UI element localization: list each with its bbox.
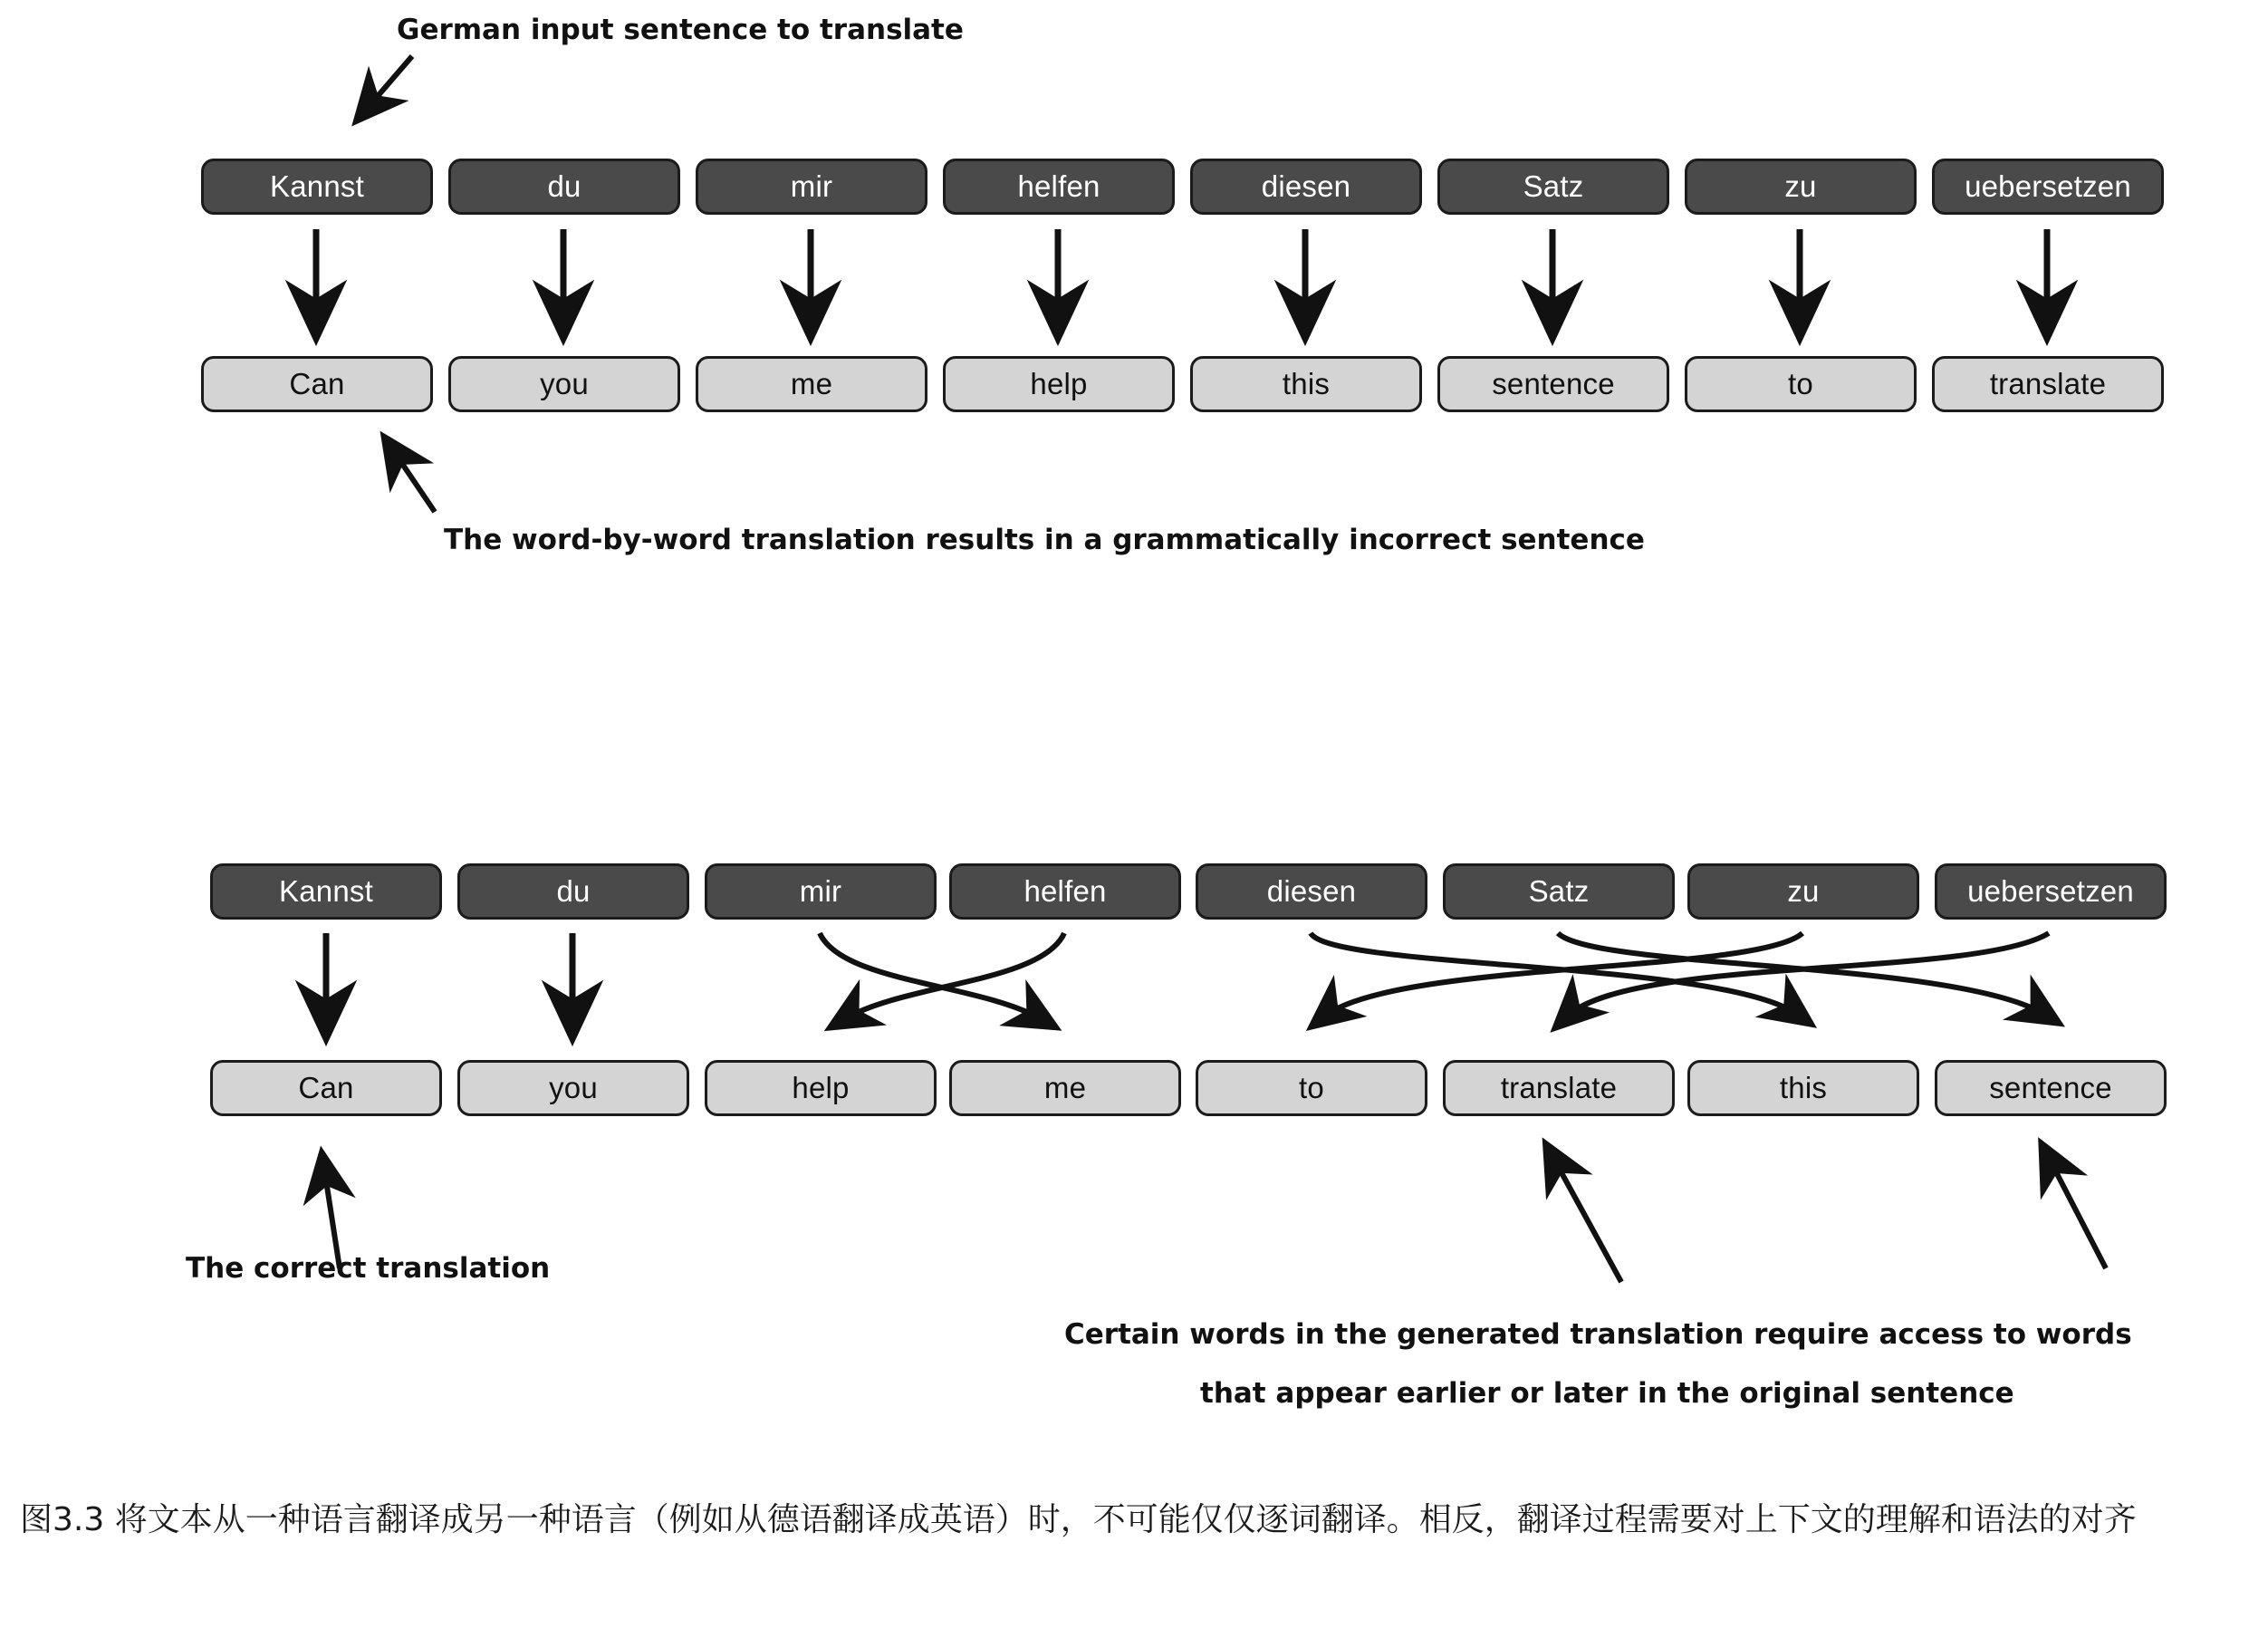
token-target-p2-6: this [1687,1060,1919,1116]
token-source-p1-1: du [448,159,680,215]
label-correct-translation: The correct translation [186,1252,551,1285]
arrow-p2-3 [844,933,1064,1019]
token-target-p2-4: to [1196,1060,1427,1116]
arrow-word-by-word-note [393,450,435,512]
token-source-p1-6: zu [1685,159,1917,215]
token-source-p1-5: Satz [1437,159,1669,215]
token-source-p1-3: helfen [943,159,1175,215]
token-source-p2-7: uebersetzen [1935,863,2167,920]
token-source-p2-5: Satz [1443,863,1675,920]
token-source-p1-4: diesen [1190,159,1422,215]
arrow-p2-2 [820,933,1042,1019]
token-source-p2-1: du [457,863,689,920]
arrow-context-note-left [1553,1158,1621,1282]
label-context-note-line2: that appear earlier or later in the original sentence [1200,1377,2014,1410]
token-target-p2-1: you [457,1060,689,1116]
token-target-p1-5: sentence [1437,356,1669,412]
arrow-p2-6 [1324,933,1802,1017]
token-source-p1-0: Kannst [201,159,433,215]
arrow-context-note-right [2049,1158,2106,1268]
arrow-german-input-label [367,56,412,109]
token-target-p1-1: you [448,356,680,412]
token-target-p2-7: sentence [1935,1060,2167,1116]
token-source-p2-3: helfen [949,863,1181,920]
token-source-p2-4: diesen [1196,863,1427,920]
token-target-p2-3: me [949,1060,1181,1116]
token-target-p2-0: Can [210,1060,442,1116]
token-target-p1-0: Can [201,356,433,412]
token-source-p2-0: Kannst [210,863,442,920]
label-context-note-line1: Certain words in the generated translation require access to words [1064,1318,2132,1351]
token-target-p1-6: to [1685,356,1917,412]
arrow-p2-4 [1311,933,1798,1015]
token-target-p2-2: help [705,1060,937,1116]
token-target-p2-5: translate [1443,1060,1675,1116]
token-source-p2-6: zu [1687,863,1919,920]
token-target-p1-3: help [943,356,1175,412]
arrow-p2-7 [1567,933,2049,1017]
label-german-input: German input sentence to translate [397,14,964,46]
token-source-p1-2: mir [696,159,927,215]
figure-caption: 图3.3 将文本从一种语言翻译成另一种语言（例如从德语翻译成英语）时，不可能仅仅逐词翻译。相反，翻译过程需要对上下文的理解和语法的对齐 [20,1501,2137,1538]
token-target-p1-4: this [1190,356,1422,412]
token-source-p2-2: mir [705,863,937,920]
arrow-p2-5 [1558,933,2045,1015]
token-target-p1-7: translate [1932,356,2164,412]
token-target-p1-2: me [696,356,927,412]
token-source-p1-7: uebersetzen [1932,159,2164,215]
label-word-by-word: The word-by-word translation results in a grammatically incorrect sentence [444,524,1645,556]
